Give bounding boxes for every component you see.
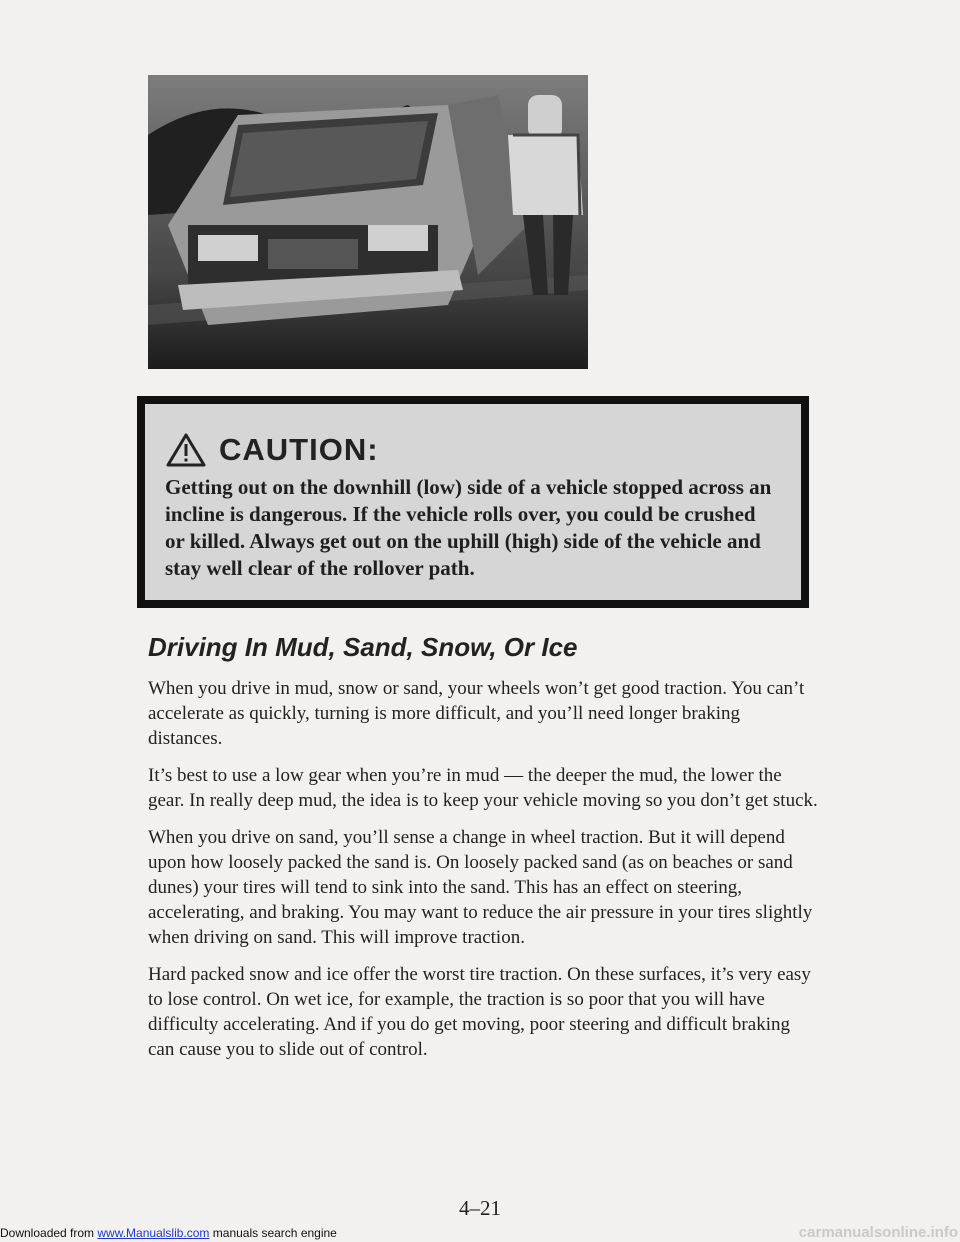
download-note [0, 1226, 337, 1240]
paragraph-snow-ice: Hard packed snow and ice offer the worst tire traction. On these surfaces, it’s very easy to lose control. On wet ice, for example, the traction is so poor that you will have difficulty accelerating. And if you do get moving, poor steering and difficult braking can cause you to slide out of control. [148, 964, 811, 1060]
caution-title: CAUTION: [219, 432, 379, 467]
watermark: carmanualsonline.info [798, 1224, 958, 1241]
page-number: 4–21 [459, 1196, 501, 1220]
caution-text: Getting out on the downhill (low) side of a vehicle stopped across an incline is dangerous. If the vehicle rolls over, you could be crushed or killed. Always get out on the uphill (high) side of the vehicle and stay well clear of the rollover path. [165, 475, 772, 580]
paragraph-mud: It’s best to use a low gear when you’re in mud — the deeper the mud, the lower the gear. In really deep mud, the idea is to keep your vehicle moving so you don’t get stuck. [148, 765, 818, 811]
caution-panel [145, 404, 801, 600]
warning-triangle-icon [165, 432, 207, 468]
paragraph-sand: When you drive on sand, you’ll sense a change in wheel traction. But it will depend upon how loosely packed the sand is. On loosely packed sand (as on beaches or sand dunes) your tires will tend to sink into the sand. This has an effect on steering, accelerating, and braking. You may want to reduce the air pressure in your tires slightly when driving on sand. This will improve traction. [148, 827, 813, 948]
paragraph-mud-snow-sand: When you drive in mud, snow or sand, your wheels won’t get good traction. You can’t accelerate as quickly, turning is more difficult, and you’ll need longer braking distances. [148, 678, 805, 749]
section-body [148, 676, 818, 1074]
manualslib-link[interactable]: www.Manualslib.com [97, 1226, 210, 1240]
caution-box [137, 396, 809, 608]
truck-on-incline-photo [148, 75, 588, 369]
download-suffix: manuals search engine [209, 1226, 337, 1240]
photo-illustration [148, 75, 588, 369]
section-heading: Driving In Mud, Sand, Snow, Or Ice [148, 632, 578, 662]
download-prefix: Downloaded from [0, 1226, 98, 1240]
caution-header [165, 432, 775, 468]
